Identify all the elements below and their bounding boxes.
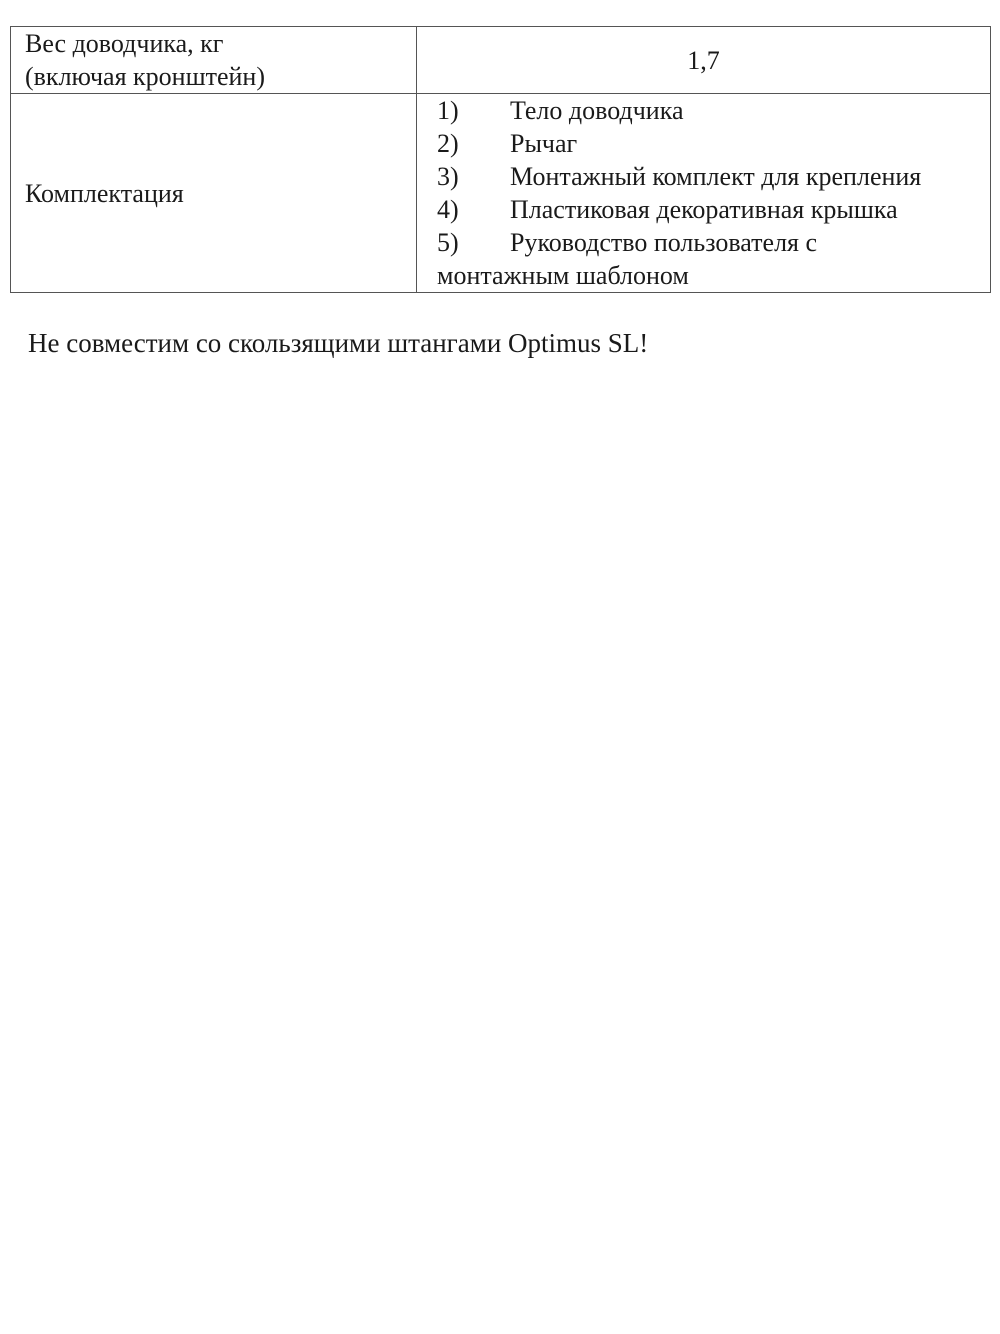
weight-label-line1: Вес доводчика, кг: [25, 29, 224, 58]
weight-value: 1,7: [417, 27, 991, 94]
kit-item-number: 4): [437, 195, 459, 224]
kit-label: Комплектация: [11, 94, 417, 293]
kit-item-text: Тело доводчика: [510, 96, 684, 125]
kit-item: [437, 193, 990, 226]
kit-item: [437, 226, 990, 259]
specifications-table: [10, 26, 991, 293]
kit-item-number: 3): [437, 162, 459, 191]
kit-item: [437, 160, 990, 193]
kit-row: [11, 94, 991, 293]
kit-item-text: Руководство пользователя с: [510, 228, 818, 257]
kit-item: [437, 94, 990, 127]
kit-item-continuation: монтажным шаблоном: [437, 261, 689, 290]
weight-label-line2: (включая кронштейн): [25, 62, 266, 91]
kit-item-text: Рычаг: [510, 129, 578, 158]
kit-item-number: 2): [437, 129, 459, 158]
weight-label-cell: [11, 27, 417, 94]
kit-item-text: Монтажный комплект для крепления: [510, 162, 922, 191]
weight-row: [11, 27, 991, 94]
kit-item-number: 5): [437, 228, 459, 257]
kit-list: [417, 94, 991, 293]
kit-item-number: 1): [437, 96, 459, 125]
kit-item: [437, 127, 990, 160]
compatibility-notice: Не совместим со скользящими штангами Optimus SL!: [28, 328, 649, 358]
kit-item-text: Пластиковая декоративная крышка: [510, 195, 898, 224]
